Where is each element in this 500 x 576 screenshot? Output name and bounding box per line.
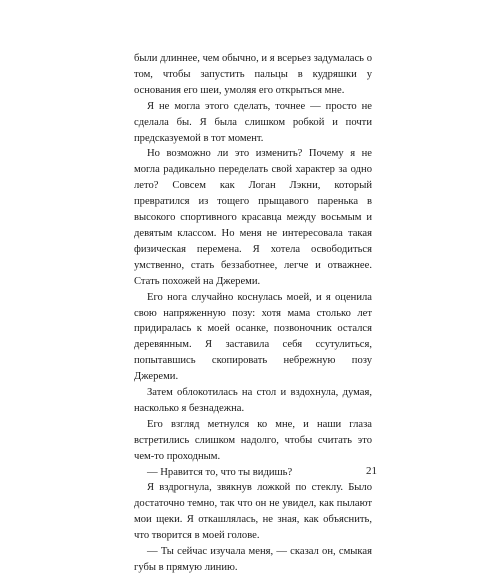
paragraph: Его нога случайно коснулась моей, и я оценила свою напряженную позу: хотя мама столько лет придиралась к моей осанке, позвоночник остался деревянным. Я заставила себя ссутулиться, попытавшись скопировать небрежную позу Джереми. bbox=[134, 291, 372, 383]
paragraph: Затем облокотилась на стол и вздохнула, думая, насколько я безнадежна. bbox=[134, 387, 372, 414]
paragraph-continuation: были длиннее, чем обычно, и я всерьез задумалась о том, чтобы запустить пальцы в кудряшки у основания его шеи, умоляя его открыться мне. bbox=[134, 53, 372, 96]
paragraph: Я вздрогнула, звякнув ложкой по стеклу. Было достаточно темно, так что он не увидел, как пылают мои щеки. Я откашлялась, не зная, как объяснить, что творится в моей голове. bbox=[134, 482, 372, 542]
body-text bbox=[134, 51, 372, 576]
page-number: 21 bbox=[366, 465, 377, 477]
paragraph: Но возможно ли это изменить? Почему я не могла радикально переделать свой характер за одно лето? Совсем как Логан Лэкни, который превратился из тощего прыщавого паренька в высокого спортивного красавца между восьмым и девятым классом. Но меня не интересовала такая физическая перемена. Я хотела освободиться умственно, стать беззаботнее, легче и отважнее. Стать похожей на Джереми. bbox=[134, 148, 372, 287]
dialogue-line: — Нравится то, что ты видишь? bbox=[147, 466, 293, 478]
paragraph: Я не могла этого сделать, точнее — просто не сделала бы. Я была слишком робкой и почти предсказуемой в тот момент. bbox=[134, 100, 372, 144]
dialogue-line: — Ты сейчас изучала меня, — сказал он, смыкая губы в прямую линию. bbox=[134, 546, 372, 573]
paragraph: Его взгляд метнулся ко мне, и наши глаза встретились слишком надолго, чтобы считать это чем-то проходным. bbox=[134, 418, 372, 462]
